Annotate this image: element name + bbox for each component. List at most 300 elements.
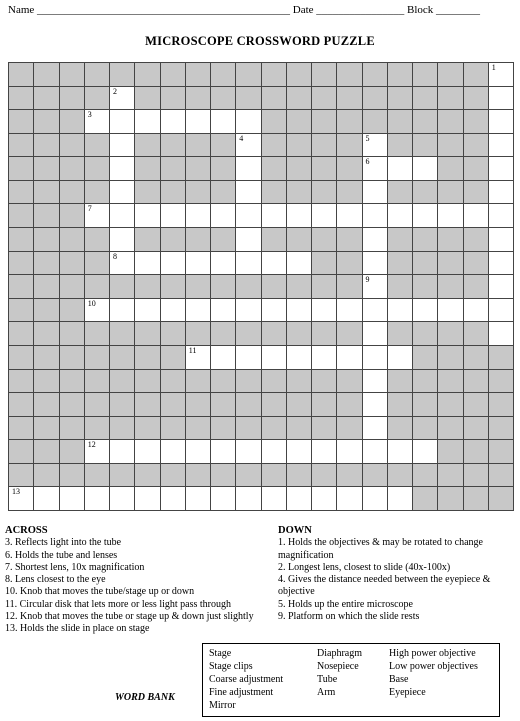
grid-cell-open[interactable]: [110, 181, 135, 205]
grid-cell-open[interactable]: [211, 487, 236, 511]
grid-cell-open[interactable]: [161, 299, 186, 323]
grid-cell-blocked: [60, 157, 85, 181]
grid-cell-blocked: [337, 252, 362, 276]
grid-cell-open[interactable]: [110, 252, 135, 276]
grid-cell-blocked: [186, 275, 211, 299]
grid-cell-blocked: [9, 157, 34, 181]
grid-cell-open[interactable]: [236, 204, 261, 228]
grid-cell-open[interactable]: [236, 157, 261, 181]
grid-cell-blocked: [438, 346, 463, 370]
grid-cell-blocked: [438, 87, 463, 111]
grid-cell-blocked: [110, 322, 135, 346]
grid-cell-open[interactable]: [287, 487, 312, 511]
grid-cell-open[interactable]: [186, 204, 211, 228]
grid-cell-open[interactable]: [489, 252, 514, 276]
grid-cell-open[interactable]: [110, 487, 135, 511]
grid-cell-blocked: [363, 63, 388, 87]
grid-cell-blocked: [34, 440, 59, 464]
grid-cell-open[interactable]: [363, 157, 388, 181]
grid-cell-blocked: [438, 110, 463, 134]
grid-cell-open[interactable]: [489, 228, 514, 252]
grid-cell-blocked: [186, 181, 211, 205]
grid-cell-open[interactable]: [85, 110, 110, 134]
grid-cell-open[interactable]: [262, 299, 287, 323]
grid-cell-blocked: [135, 393, 160, 417]
grid-cell-open[interactable]: [110, 299, 135, 323]
grid-cell-blocked: [363, 87, 388, 111]
grid-cell-blocked: [262, 157, 287, 181]
grid-cell-open[interactable]: [211, 110, 236, 134]
grid-cell-blocked: [110, 275, 135, 299]
grid-cell-open[interactable]: [287, 346, 312, 370]
grid-cell-blocked: [438, 63, 463, 87]
grid-cell-blocked: [413, 417, 438, 441]
grid-cell-blocked: [186, 464, 211, 488]
word-bank-word: Fine adjustment: [209, 687, 274, 698]
grid-cell-blocked: [464, 346, 489, 370]
grid-cell-blocked: [135, 228, 160, 252]
grid-cell-blocked: [388, 252, 413, 276]
grid-cell-blocked: [9, 393, 34, 417]
grid-cell-open[interactable]: [388, 346, 413, 370]
grid-cell-open[interactable]: [85, 440, 110, 464]
grid-cell-blocked: [186, 63, 211, 87]
grid-cell-blocked: [262, 228, 287, 252]
grid-cell-blocked: [262, 322, 287, 346]
grid-cell-blocked: [236, 464, 261, 488]
grid-cell-open[interactable]: [110, 110, 135, 134]
grid-cell-open[interactable]: [489, 181, 514, 205]
grid-cell-open[interactable]: [186, 110, 211, 134]
grid-cell-open[interactable]: [236, 299, 261, 323]
clue-number: 3: [87, 110, 92, 120]
grid-cell-blocked: [262, 393, 287, 417]
grid-cell-open[interactable]: [161, 204, 186, 228]
grid-cell-blocked: [413, 322, 438, 346]
grid-cell-blocked: [186, 393, 211, 417]
grid-cell-open[interactable]: [135, 487, 160, 511]
grid-cell-blocked: [85, 417, 110, 441]
grid-cell-blocked: [438, 275, 463, 299]
grid-cell-blocked: [287, 417, 312, 441]
grid-cell-open[interactable]: [489, 110, 514, 134]
grid-cell-open[interactable]: [85, 487, 110, 511]
grid-cell-blocked: [438, 134, 463, 158]
grid-cell-blocked: [9, 87, 34, 111]
grid-cell-open[interactable]: [464, 204, 489, 228]
grid-cell-blocked: [464, 87, 489, 111]
down-clue: 9. Platform on which the slide rests: [278, 611, 420, 623]
grid-cell-open[interactable]: [236, 110, 261, 134]
grid-cell-open[interactable]: [34, 487, 59, 511]
grid-cell-open[interactable]: [413, 299, 438, 323]
grid-cell-blocked: [464, 370, 489, 394]
grid-cell-open[interactable]: [413, 204, 438, 228]
grid-cell-open[interactable]: [312, 346, 337, 370]
grid-cell-blocked: [464, 181, 489, 205]
grid-cell-open[interactable]: [135, 204, 160, 228]
grid-cell-open[interactable]: [337, 487, 362, 511]
grid-cell-blocked: [34, 417, 59, 441]
grid-cell-open[interactable]: [312, 440, 337, 464]
word-bank-column: [209, 647, 283, 712]
grid-cell-blocked: [287, 275, 312, 299]
grid-cell-blocked: [34, 370, 59, 394]
grid-cell-open[interactable]: [489, 134, 514, 158]
word-bank-word: Mirror: [209, 700, 236, 711]
grid-cell-open[interactable]: [161, 110, 186, 134]
clue-number: 5: [365, 133, 370, 143]
grid-cell-open[interactable]: [489, 275, 514, 299]
word-bank-word: Nosepiece: [317, 661, 359, 672]
grid-cell-blocked: [287, 63, 312, 87]
grid-cell-blocked: [85, 370, 110, 394]
grid-cell-blocked: [9, 134, 34, 158]
grid-cell-open[interactable]: [161, 487, 186, 511]
grid-cell-blocked: [135, 417, 160, 441]
grid-cell-open[interactable]: [363, 370, 388, 394]
grid-cell-blocked: [312, 393, 337, 417]
grid-cell-open[interactable]: [489, 322, 514, 346]
grid-cell-blocked: [287, 134, 312, 158]
grid-cell-open[interactable]: [363, 228, 388, 252]
grid-cell-blocked: [110, 417, 135, 441]
grid-cell-open[interactable]: [60, 487, 85, 511]
grid-cell-open[interactable]: [489, 63, 514, 87]
word-bank-word: Coarse adjustment: [209, 674, 284, 685]
grid-cell-blocked: [464, 252, 489, 276]
grid-cell-blocked: [312, 322, 337, 346]
grid-cell-open[interactable]: [388, 157, 413, 181]
grid-cell-blocked: [413, 464, 438, 488]
grid-cell-blocked: [161, 393, 186, 417]
grid-cell-open[interactable]: [110, 228, 135, 252]
grid-cell-open[interactable]: [236, 228, 261, 252]
grid-cell-blocked: [388, 181, 413, 205]
grid-cell-open[interactable]: [388, 299, 413, 323]
grid-cell-open[interactable]: [161, 440, 186, 464]
grid-cell-open[interactable]: [211, 204, 236, 228]
grid-cell-blocked: [438, 440, 463, 464]
grid-cell-open[interactable]: [135, 299, 160, 323]
grid-cell-blocked: [60, 322, 85, 346]
across-heading: ACROSS: [5, 525, 48, 536]
grid-cell-open[interactable]: [135, 252, 160, 276]
grid-cell-open[interactable]: [110, 204, 135, 228]
grid-cell-blocked: [438, 252, 463, 276]
grid-cell-open[interactable]: [236, 252, 261, 276]
clue-number: 8: [113, 251, 117, 261]
grid-cell-blocked: [135, 157, 160, 181]
word-bank-word: Low power objectives: [389, 661, 478, 672]
grid-cell-blocked: [161, 134, 186, 158]
grid-cell-blocked: [110, 393, 135, 417]
word-bank-word: Stage clips: [209, 661, 253, 672]
grid-cell-blocked: [438, 228, 463, 252]
grid-cell-open[interactable]: [236, 181, 261, 205]
grid-cell-blocked: [464, 440, 489, 464]
grid-cell-open[interactable]: [186, 487, 211, 511]
grid-cell-blocked: [388, 370, 413, 394]
grid-cell-open[interactable]: [337, 299, 362, 323]
grid-cell-blocked: [438, 487, 463, 511]
grid-cell-blocked: [413, 346, 438, 370]
grid-cell-blocked: [60, 228, 85, 252]
grid-cell-blocked: [9, 110, 34, 134]
grid-cell-open[interactable]: [287, 252, 312, 276]
word-bank-column: [317, 647, 362, 699]
grid-cell-blocked: [135, 181, 160, 205]
grid-cell-blocked: [312, 181, 337, 205]
grid-cell-blocked: [413, 63, 438, 87]
grid-cell-blocked: [337, 228, 362, 252]
grid-cell-blocked: [186, 228, 211, 252]
grid-cell-open[interactable]: [464, 299, 489, 323]
down-clue: 1. Holds the objectives & may be rotated to change magnification: [278, 537, 483, 561]
grid-cell-blocked: [489, 346, 514, 370]
grid-cell-blocked: [236, 322, 261, 346]
grid-cell-blocked: [60, 464, 85, 488]
grid-cell-blocked: [9, 370, 34, 394]
grid-cell-open[interactable]: [489, 87, 514, 111]
grid-cell-blocked: [262, 87, 287, 111]
grid-cell-open[interactable]: [363, 393, 388, 417]
grid-cell-open[interactable]: [438, 299, 463, 323]
grid-cell-blocked: [211, 87, 236, 111]
grid-cell-blocked: [9, 181, 34, 205]
grid-cell-open[interactable]: [161, 252, 186, 276]
grid-cell-blocked: [464, 134, 489, 158]
grid-cell-blocked: [413, 110, 438, 134]
grid-cell-open[interactable]: [287, 204, 312, 228]
grid-cell-open[interactable]: [363, 204, 388, 228]
word-bank-word: Stage: [209, 648, 232, 659]
grid-cell-blocked: [9, 252, 34, 276]
grid-cell-blocked: [312, 275, 337, 299]
grid-cell-open[interactable]: [135, 110, 160, 134]
grid-cell-open[interactable]: [110, 134, 135, 158]
grid-cell-open[interactable]: [337, 204, 362, 228]
grid-cell-open[interactable]: [236, 134, 261, 158]
grid-cell-blocked: [337, 322, 362, 346]
grid-cell-open[interactable]: [363, 134, 388, 158]
grid-cell-open[interactable]: [388, 487, 413, 511]
grid-cell-blocked: [489, 370, 514, 394]
grid-cell-blocked: [413, 228, 438, 252]
grid-cell-blocked: [236, 370, 261, 394]
grid-cell-open[interactable]: [236, 346, 261, 370]
page-title: MICROSCOPE CROSSWORD PUZZLE: [145, 34, 375, 48]
grid-cell-blocked: [337, 134, 362, 158]
grid-cell-open[interactable]: [135, 440, 160, 464]
grid-cell-open[interactable]: [262, 346, 287, 370]
grid-cell-open[interactable]: [186, 440, 211, 464]
grid-cell-open[interactable]: [363, 440, 388, 464]
grid-cell-open[interactable]: [489, 204, 514, 228]
grid-cell-open[interactable]: [211, 346, 236, 370]
grid-cell-blocked: [135, 134, 160, 158]
grid-cell-blocked: [312, 87, 337, 111]
across-clue: 12. Knob that moves the tube or stage up & down just slightly: [5, 611, 254, 623]
grid-cell-blocked: [186, 157, 211, 181]
grid-cell-open[interactable]: [236, 487, 261, 511]
grid-cell-blocked: [287, 393, 312, 417]
grid-cell-blocked: [287, 322, 312, 346]
grid-cell-blocked: [211, 370, 236, 394]
grid-cell-open[interactable]: [262, 487, 287, 511]
grid-cell-open[interactable]: [363, 487, 388, 511]
grid-cell-open[interactable]: [337, 346, 362, 370]
grid-cell-blocked: [186, 417, 211, 441]
grid-cell-open[interactable]: [312, 204, 337, 228]
grid-cell-blocked: [211, 63, 236, 87]
grid-cell-open[interactable]: [489, 157, 514, 181]
grid-cell-blocked: [60, 346, 85, 370]
grid-cell-open[interactable]: [363, 275, 388, 299]
grid-cell-blocked: [161, 157, 186, 181]
grid-cell-blocked: [211, 275, 236, 299]
grid-cell-blocked: [85, 322, 110, 346]
grid-cell-blocked: [312, 228, 337, 252]
across-clue: 11. Circular disk that lets more or less light pass through: [5, 598, 231, 610]
grid-cell-open[interactable]: [363, 417, 388, 441]
grid-cell-blocked: [236, 393, 261, 417]
grid-cell-open[interactable]: [9, 487, 34, 511]
grid-cell-blocked: [438, 417, 463, 441]
grid-cell-blocked: [438, 157, 463, 181]
grid-cell-blocked: [388, 275, 413, 299]
grid-cell-open[interactable]: [287, 440, 312, 464]
grid-cell-blocked: [287, 181, 312, 205]
grid-cell-open[interactable]: [438, 204, 463, 228]
grid-cell-open[interactable]: [85, 299, 110, 323]
grid-cell-blocked: [9, 464, 34, 488]
grid-cell-blocked: [135, 322, 160, 346]
grid-cell-blocked: [161, 275, 186, 299]
down-heading: DOWN: [278, 525, 312, 536]
grid-cell-open[interactable]: [388, 440, 413, 464]
grid-cell-open[interactable]: [489, 299, 514, 323]
grid-cell-blocked: [161, 346, 186, 370]
grid-cell-open[interactable]: [388, 204, 413, 228]
grid-cell-open[interactable]: [110, 87, 135, 111]
grid-cell-open[interactable]: [363, 181, 388, 205]
grid-cell-open[interactable]: [363, 299, 388, 323]
grid-cell-blocked: [34, 346, 59, 370]
grid-cell-blocked: [85, 393, 110, 417]
name-date-block-line: Name ______________________________________________ Date ________________ Block ________: [8, 4, 481, 16]
grid-cell-open[interactable]: [337, 440, 362, 464]
grid-cell-open[interactable]: [363, 322, 388, 346]
grid-cell-blocked: [337, 275, 362, 299]
grid-cell-blocked: [60, 299, 85, 323]
grid-cell-blocked: [489, 417, 514, 441]
grid-cell-blocked: [413, 252, 438, 276]
word-bank-column: [389, 647, 478, 699]
down-clue: 2. Longest lens, closest to slide (40x-100x): [278, 561, 451, 573]
grid-cell-blocked: [337, 87, 362, 111]
grid-cell-blocked: [413, 87, 438, 111]
down-clue: 4. Gives the distance needed between the eyepiece & objective: [278, 574, 491, 598]
grid-cell-blocked: [34, 322, 59, 346]
grid-cell-open[interactable]: [363, 346, 388, 370]
grid-cell-blocked: [211, 228, 236, 252]
grid-cell-blocked: [110, 63, 135, 87]
grid-cell-blocked: [135, 346, 160, 370]
grid-cell-blocked: [262, 370, 287, 394]
grid-cell-blocked: [85, 275, 110, 299]
grid-cell-open[interactable]: [287, 299, 312, 323]
grid-cell-open[interactable]: [211, 299, 236, 323]
grid-cell-blocked: [236, 87, 261, 111]
grid-cell-open[interactable]: [262, 252, 287, 276]
grid-cell-open[interactable]: [186, 299, 211, 323]
grid-cell-open[interactable]: [413, 440, 438, 464]
grid-cell-blocked: [34, 87, 59, 111]
grid-cell-blocked: [60, 417, 85, 441]
word-bank-title: WORD BANK: [115, 692, 175, 703]
grid-cell-blocked: [337, 370, 362, 394]
grid-cell-open[interactable]: [211, 440, 236, 464]
grid-cell-blocked: [312, 370, 337, 394]
grid-cell-blocked: [236, 63, 261, 87]
grid-cell-blocked: [388, 417, 413, 441]
grid-cell-blocked: [186, 87, 211, 111]
grid-cell-open[interactable]: [262, 204, 287, 228]
word-bank-word: Eyepiece: [389, 687, 426, 698]
grid-cell-open[interactable]: [85, 204, 110, 228]
grid-cell-blocked: [211, 157, 236, 181]
grid-cell-blocked: [312, 134, 337, 158]
grid-cell-open[interactable]: [236, 440, 261, 464]
grid-cell-blocked: [287, 370, 312, 394]
grid-cell-blocked: [489, 393, 514, 417]
grid-cell-blocked: [211, 134, 236, 158]
grid-cell-open[interactable]: [110, 440, 135, 464]
grid-cell-open[interactable]: [262, 440, 287, 464]
grid-cell-blocked: [60, 440, 85, 464]
grid-cell-blocked: [161, 228, 186, 252]
grid-cell-blocked: [85, 134, 110, 158]
grid-cell-open[interactable]: [312, 487, 337, 511]
clue-number: 9: [365, 275, 370, 285]
grid-cell-blocked: [337, 464, 362, 488]
grid-cell-blocked: [489, 440, 514, 464]
grid-cell-blocked: [413, 370, 438, 394]
grid-cell-open[interactable]: [312, 299, 337, 323]
grid-cell-open[interactable]: [413, 157, 438, 181]
grid-cell-blocked: [413, 181, 438, 205]
grid-cell-blocked: [85, 157, 110, 181]
grid-cell-open[interactable]: [186, 252, 211, 276]
grid-cell-blocked: [388, 393, 413, 417]
grid-cell-blocked: [262, 110, 287, 134]
grid-cell-blocked: [110, 370, 135, 394]
grid-cell-blocked: [337, 181, 362, 205]
grid-cell-blocked: [262, 417, 287, 441]
across-clue: 13. Holds the slide in place on stage: [5, 623, 150, 635]
grid-cell-blocked: [211, 181, 236, 205]
grid-cell-open[interactable]: [211, 252, 236, 276]
grid-cell-blocked: [337, 63, 362, 87]
grid-cell-blocked: [34, 181, 59, 205]
grid-cell-open[interactable]: [363, 252, 388, 276]
grid-cell-blocked: [236, 275, 261, 299]
grid-cell-open[interactable]: [110, 157, 135, 181]
grid-cell-blocked: [34, 275, 59, 299]
grid-cell-open[interactable]: [186, 346, 211, 370]
grid-cell-blocked: [9, 322, 34, 346]
